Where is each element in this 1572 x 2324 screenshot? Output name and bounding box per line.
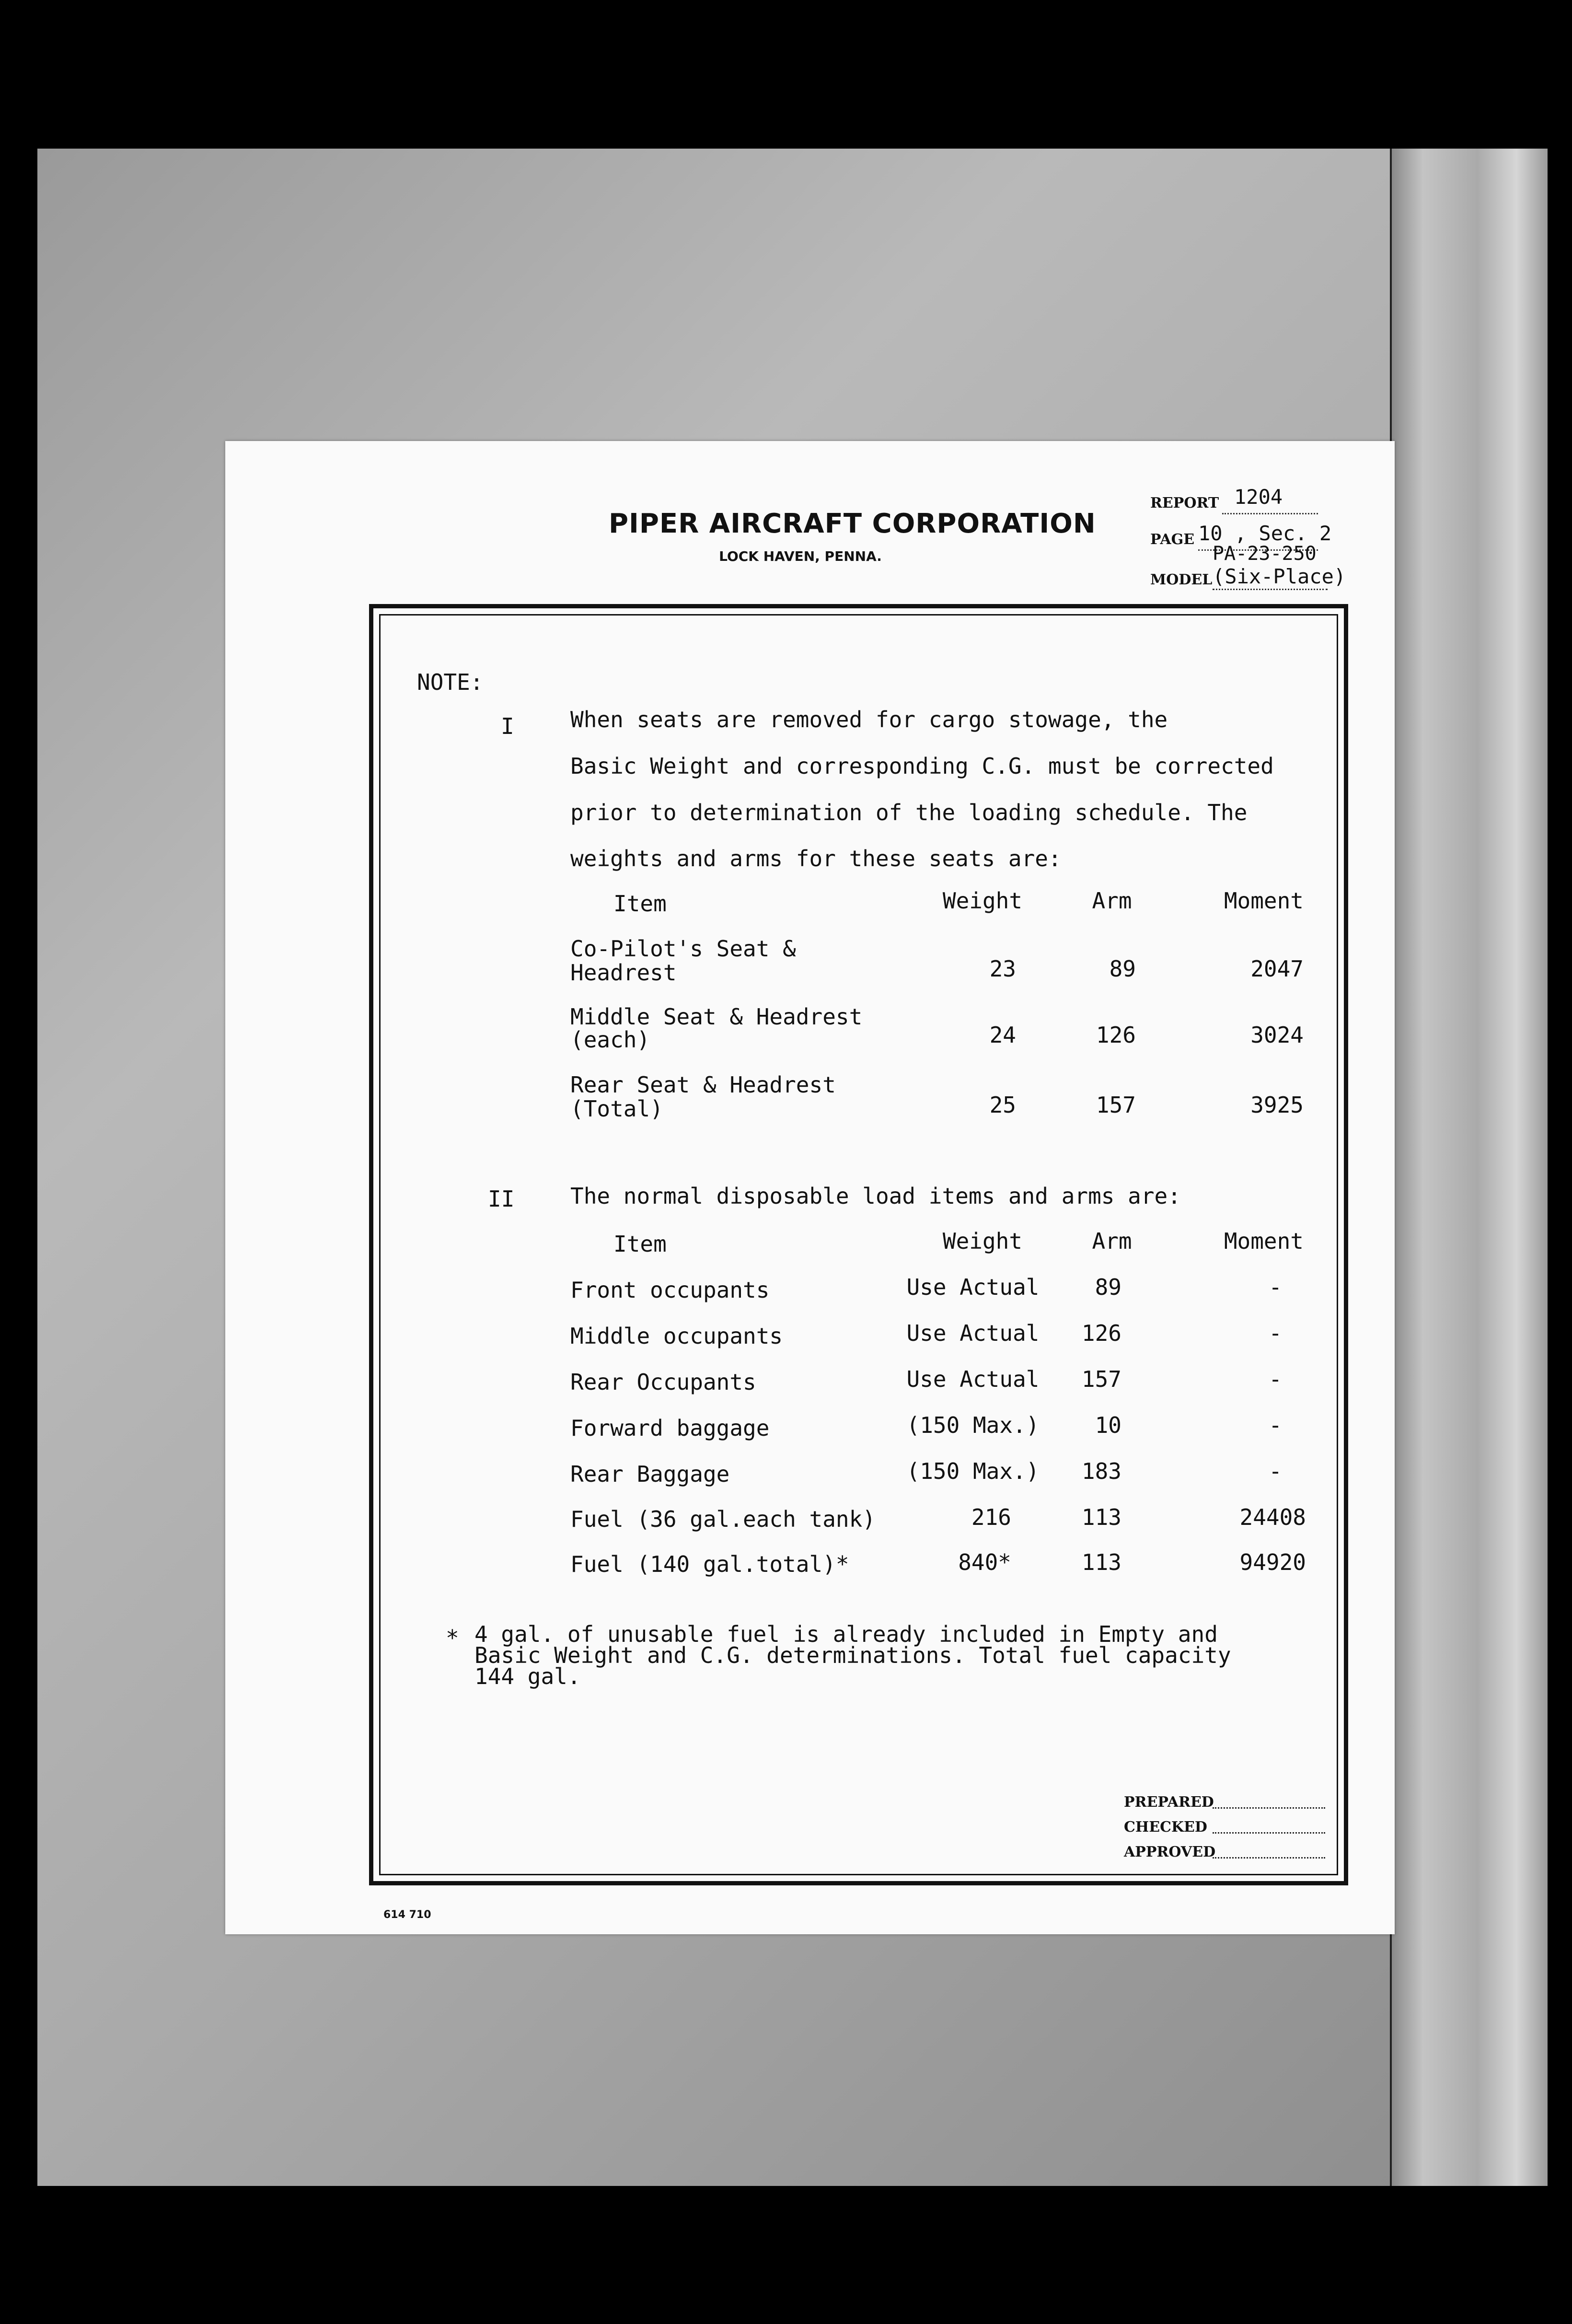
load-row-7-weight: 840*	[958, 1549, 1011, 1575]
report-line	[1222, 513, 1318, 514]
load-row-4-arm: 10	[1095, 1412, 1121, 1438]
prepared-label: PREPARED	[1124, 1794, 1214, 1811]
footnote-line-2: Basic Weight and C.G. determinations. Total fuel capacity	[474, 1642, 1231, 1668]
seat-row-2-moment: 3024	[1250, 1022, 1304, 1048]
load-row-6-arm: 113	[1081, 1504, 1121, 1530]
page-number: 10 , Sec. 2	[1198, 522, 1332, 545]
load-row-7-arm: 113	[1081, 1549, 1121, 1575]
page-label: PAGE	[1150, 531, 1195, 548]
seat-row-3-item-b: (Total)	[570, 1096, 663, 1122]
prepared-line	[1213, 1807, 1325, 1809]
load-row-4-item: Forward baggage	[570, 1415, 770, 1441]
section-2-col-arm: Arm	[1092, 1228, 1132, 1254]
seat-row-3-weight: 25	[989, 1092, 1016, 1118]
section-1-col-weight: Weight	[942, 888, 1023, 914]
load-row-1-arm: 89	[1095, 1274, 1121, 1300]
section-1-numeral: I	[501, 713, 514, 739]
load-row-6-moment: 24408	[1239, 1504, 1306, 1530]
load-row-5-moment: -	[1269, 1458, 1282, 1484]
section-1-line-3: prior to determination of the loading schedule. The	[570, 800, 1248, 825]
report-label: REPORT	[1150, 495, 1219, 511]
footnote-star: *	[446, 1625, 459, 1651]
company-city: LOCK HAVEN, PENNA.	[719, 548, 882, 564]
checked-line	[1213, 1832, 1325, 1834]
model-number: PA-23-250	[1213, 543, 1317, 565]
load-row-3-item: Rear Occupants	[570, 1369, 756, 1395]
seat-row-1-weight: 23	[989, 956, 1016, 982]
load-row-3-moment: -	[1269, 1366, 1282, 1392]
company-name: PIPER AIRCRAFT CORPORATION	[609, 508, 1096, 539]
load-row-5-item: Rear Baggage	[570, 1461, 730, 1487]
load-row-1-item: Front occupants	[570, 1277, 770, 1303]
section-1-col-item: Item	[613, 891, 667, 917]
load-row-5-weight: (150 Max.)	[906, 1458, 1040, 1484]
load-row-7-moment: 94920	[1239, 1549, 1306, 1575]
section-1-line-2: Basic Weight and corresponding C.G. must be corrected	[570, 753, 1274, 779]
report-number: 1204	[1234, 485, 1283, 509]
approved-line	[1213, 1857, 1325, 1859]
load-row-4-moment: -	[1269, 1412, 1282, 1438]
document-page	[225, 441, 1395, 1934]
seat-row-2-arm: 126	[1096, 1022, 1136, 1048]
load-row-6-weight: 216	[971, 1504, 1011, 1530]
section-1-line-4: weights and arms for these seats are:	[570, 846, 1062, 872]
load-row-2-arm: 126	[1081, 1320, 1121, 1346]
seat-row-3-moment: 3925	[1250, 1092, 1304, 1118]
load-row-4-weight: (150 Max.)	[906, 1412, 1040, 1438]
form-number: 614 710	[383, 1909, 431, 1921]
section-1-col-moment: Moment	[1224, 888, 1304, 914]
seat-row-3-arm: 157	[1096, 1092, 1136, 1118]
load-row-1-moment: -	[1269, 1274, 1282, 1300]
load-row-1-weight: Use Actual	[906, 1274, 1040, 1300]
model-line	[1213, 589, 1328, 590]
section-2-intro: The normal disposable load items and arms are:	[570, 1183, 1181, 1209]
section-1-col-arm: Arm	[1092, 888, 1132, 914]
seat-row-2-item-b: (each)	[570, 1027, 650, 1053]
load-row-2-moment: -	[1269, 1320, 1282, 1346]
footnote-line-1: 4 gal. of unusable fuel is already included in Empty and	[474, 1621, 1218, 1647]
load-row-7-item: Fuel (140 gal.total)*	[570, 1551, 849, 1577]
section-1-line-1: When seats are removed for cargo stowage, the	[570, 707, 1168, 732]
load-row-2-item: Middle occupants	[570, 1323, 783, 1349]
seat-row-2-weight: 24	[989, 1022, 1016, 1048]
checked-label: CHECKED	[1124, 1819, 1207, 1836]
section-2-col-weight: Weight	[942, 1228, 1023, 1254]
section-2-col-item: Item	[613, 1231, 667, 1257]
model-value: (Six-Place)	[1213, 565, 1346, 588]
section-2-col-moment: Moment	[1224, 1228, 1304, 1254]
seat-row-1-item-a: Co-Pilot's Seat &	[570, 936, 796, 962]
load-row-5-arm: 183	[1081, 1458, 1121, 1484]
load-row-3-weight: Use Actual	[906, 1366, 1040, 1392]
seat-row-1-moment: 2047	[1250, 956, 1304, 982]
approved-label: APPROVED	[1124, 1844, 1216, 1860]
model-label: MODEL	[1150, 571, 1213, 588]
load-row-2-weight: Use Actual	[906, 1320, 1040, 1346]
board-edge-strip	[1390, 149, 1548, 2186]
footnote-line-3: 144 gal.	[474, 1663, 581, 1689]
seat-row-2-item-a: Middle Seat & Headrest	[570, 1004, 863, 1030]
section-2-numeral: II	[488, 1186, 515, 1212]
load-row-3-arm: 157	[1081, 1366, 1121, 1392]
seat-row-1-item-b: Headrest	[570, 960, 677, 986]
load-row-6-item: Fuel (36 gal.each tank)	[570, 1506, 876, 1532]
seat-row-3-item-a: Rear Seat & Headrest	[570, 1072, 836, 1098]
seat-row-1-arm: 89	[1109, 956, 1136, 982]
note-label: NOTE:	[417, 669, 484, 695]
